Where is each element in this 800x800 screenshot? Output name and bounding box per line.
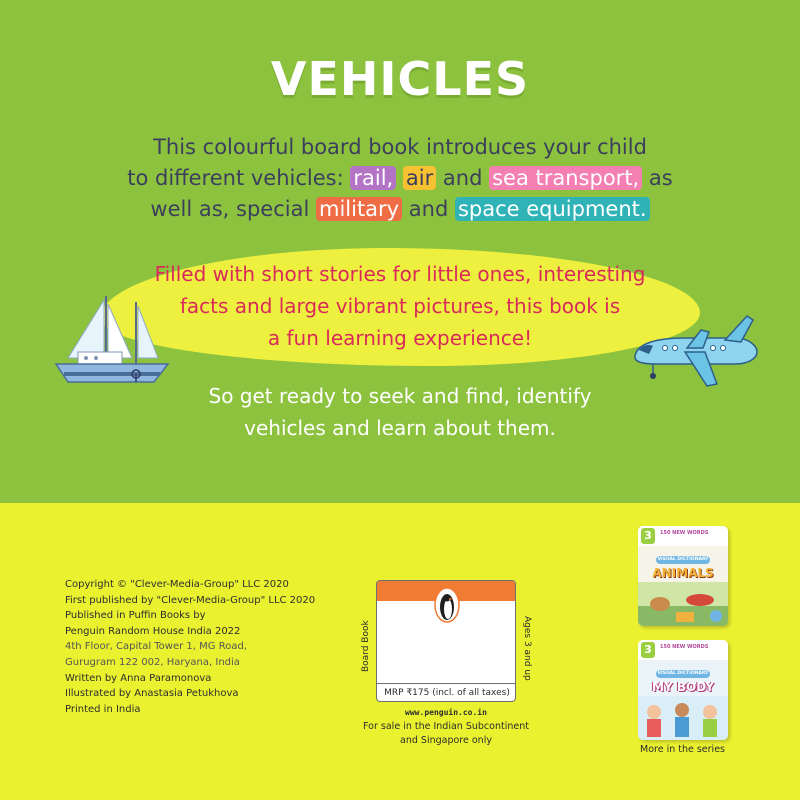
- credit-line: Published in Puffin Books by: [65, 610, 206, 622]
- sale-line: For sale in the Indian Subcontinent: [363, 721, 529, 732]
- credits-block: [65, 577, 365, 717]
- intro-text: to different vehicles:: [127, 166, 351, 190]
- credit-line: Illustrated by Anastasia Petukhova: [65, 688, 239, 700]
- highlight-sea-transport: sea transport,: [489, 166, 642, 190]
- book-cover-art: [638, 582, 728, 626]
- credit-line: First published by "Clever-Media-Group" LLC 2020: [65, 594, 316, 606]
- credit-line: Printed in India: [65, 703, 141, 715]
- book-title-animals: ANIMALS: [652, 566, 714, 580]
- book-subtitle: 150 NEW WORDS: [660, 644, 709, 650]
- intro-text: [396, 166, 403, 190]
- book-number-badge: 3: [641, 642, 655, 658]
- intro-text: and: [436, 166, 490, 190]
- intro-line-3: [90, 194, 710, 225]
- price-label-box: [376, 580, 516, 702]
- intro-line-1: This colourful board book introduces your child: [153, 135, 647, 159]
- book-band-text: VISUAL DICTIONARY: [657, 671, 709, 676]
- highlight-air: air: [403, 166, 436, 190]
- sale-territory: [346, 720, 546, 748]
- intro-text: as: [642, 166, 673, 190]
- intro-text: well as, special: [150, 197, 316, 221]
- outro-paragraph: [150, 380, 650, 444]
- address-line: Gurugram 122 002, Haryana, India: [65, 656, 240, 668]
- book-title-my-body: MY BODY: [652, 680, 714, 694]
- outro-line-1: So get ready to seek and find, identify: [208, 384, 592, 408]
- outro-line-2: vehicles and learn about them.: [244, 416, 556, 440]
- blob-line-1: Filled with short stories for little ones, interesting: [154, 262, 646, 286]
- blob-line-3: a fun learning experience!: [267, 326, 533, 350]
- mrp-text: MRP ₹175 (incl. of all taxes): [377, 683, 516, 702]
- credit-line: Written by Anna Paramonova: [65, 672, 212, 684]
- blob-paragraph: [120, 258, 680, 354]
- highlight-space-equipment: space equipment.: [455, 197, 650, 221]
- penguin-logo-icon: [434, 587, 460, 623]
- airplane-icon: [625, 312, 760, 390]
- series-book-animals[interactable]: [638, 526, 728, 626]
- highlight-military: military: [316, 197, 402, 221]
- age-label: Ages 3 and up: [522, 616, 532, 681]
- intro-paragraph: [90, 132, 710, 225]
- series-label: More in the series: [640, 744, 725, 755]
- book-band-text: VISUAL DICTIONARY: [657, 557, 709, 562]
- format-label: Board Book: [361, 620, 371, 672]
- credit-line: Penguin Random House India 2022: [65, 625, 241, 637]
- blob-line-2: facts and large vibrant pictures, this book is: [179, 294, 621, 318]
- book-subtitle: 150 NEW WORDS: [660, 530, 709, 536]
- book-cover-art: [638, 696, 728, 740]
- book-number-badge: 3: [641, 528, 655, 544]
- highlight-rail: rail,: [350, 166, 396, 190]
- sale-line: and Singapore only: [400, 735, 492, 746]
- credit-line: Copyright © "Clever-Media-Group" LLC 2020: [65, 579, 289, 590]
- book-title: VEHICLES: [270, 52, 530, 106]
- intro-line-2: [90, 163, 710, 194]
- intro-text: and: [402, 197, 455, 221]
- series-book-my-body[interactable]: [638, 640, 728, 740]
- publisher-website: www.penguin.co.in: [405, 708, 487, 717]
- address-line: 4th Floor, Capital Tower 1, MG Road,: [65, 641, 247, 653]
